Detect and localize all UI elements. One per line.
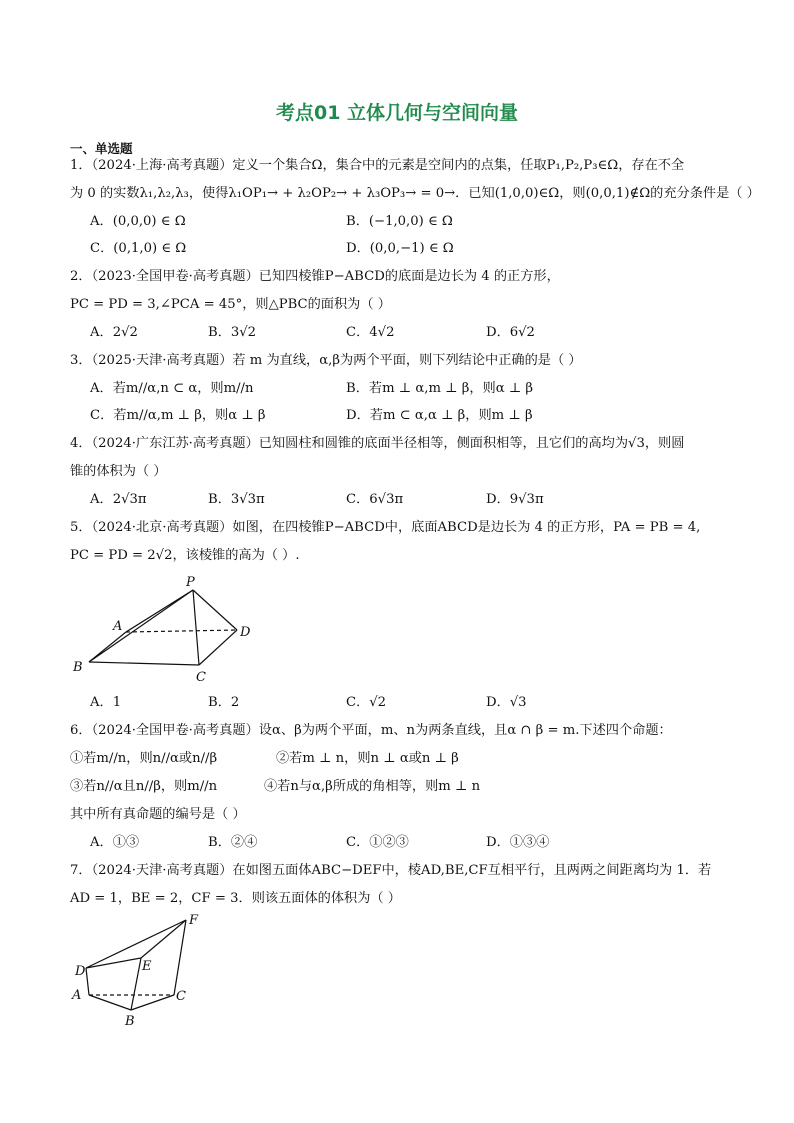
vertex-label-a: A <box>113 619 123 634</box>
vertex-label-c: C <box>176 989 186 1004</box>
q4-option-d: D．9√3π <box>486 492 544 507</box>
q6-option-c: C．①②③ <box>346 835 409 850</box>
q1-option-a: A．(0,0,0) ∈ Ω <box>90 214 186 229</box>
edge-CF <box>174 920 186 995</box>
edge-AD-hidden <box>126 630 237 632</box>
q1-line1: 1．（2024·上海·高考真题）定义一个集合Ω，集合中的元素是空间内的点集，任取P₁,P₂,P₃∈Ω，存在不全 <box>70 158 685 173</box>
q1-option-b: B．(−1,0,0) ∈ Ω <box>346 214 453 229</box>
edge-AB <box>89 995 131 1010</box>
edge-DF <box>86 920 186 968</box>
q6-line2: 其中所有真命题的编号是（ ） <box>70 807 246 822</box>
q2-option-a: A．2√2 <box>90 325 138 340</box>
vertex-label-a: A <box>72 988 82 1003</box>
q1-line2: 为 0 的实数λ₁,λ₂,λ₃，使得λ₁OP₁→ + λ₂OP₂→ + λ₃OP₃→ = 0→．已知(1,0,0)∈Ω，则(0,0,1)∉Ω的充分条件是（ ） <box>70 186 760 201</box>
q5-option-a: A．1 <box>90 695 122 710</box>
q4-option-a: A．2√3π <box>90 492 147 507</box>
q7-line1: 7．（2024·天津·高考真题）在如图五面体ABC−DEF中，棱AD,BE,CF互相平行，且两两之间距离均为 1．若 <box>70 863 712 878</box>
edge-AD <box>86 968 89 995</box>
edge-PC <box>193 590 199 665</box>
q6-statement-4: ④若n与α,β所成的角相等，则m ⊥ n <box>264 779 481 794</box>
edge-BA <box>89 632 126 662</box>
q7-pentahedron-figure <box>66 908 216 1033</box>
q5-option-c: C．√2 <box>346 695 387 710</box>
q6-option-b: B．②④ <box>208 835 258 850</box>
edge-CD <box>199 630 237 665</box>
q6-statement-2: ②若m ⊥ n，则n ⊥ α或n ⊥ β <box>276 751 459 766</box>
q6-option-d: D．①③④ <box>486 835 550 850</box>
q3-option-b: B．若m ⊥ α,m ⊥ β，则α ⊥ β <box>346 381 534 396</box>
q6-statement-3: ③若n//α且n//β，则m//n <box>70 779 218 794</box>
q3-line1: 3．（2025·天津·高考真题）若 m 为直线，α,β为两个平面，则下列结论中正确的是（ ） <box>70 353 582 368</box>
page-title: 考点01 立体几何与空间向量 <box>275 102 519 124</box>
q2-line2: PC = PD = 3,∠PCA = 45°，则△PBC的面积为（ ） <box>70 297 391 312</box>
vertex-label-c: C <box>196 670 206 685</box>
q6-line1: 6．（2024·全国甲卷·高考真题）设α、β为两个平面，m、n为两条直线，且α ∩ β = m.下述四个命题： <box>70 723 672 738</box>
vertex-label-p: P <box>186 575 195 590</box>
q5-line2: PC = PD = 2√2，该棱锥的高为（ ）. <box>70 548 300 563</box>
q6-statement-1: ①若m//n，则n//α或n//β <box>70 751 218 766</box>
q2-line1: 2．（2023·全国甲卷·高考真题）已知四棱锥P−ABCD的底面是边长为 4 的正方形， <box>70 269 560 284</box>
vertex-label-b: B <box>125 1014 135 1029</box>
q4-option-b: B．3√3π <box>208 492 265 507</box>
q2-option-c: C．4√2 <box>346 325 395 340</box>
q5-option-b: B．2 <box>208 695 240 710</box>
edge-BE <box>131 958 141 1010</box>
q1-option-c: C．(0,1,0) ∈ Ω <box>90 241 187 256</box>
q2-option-d: D．6√2 <box>486 325 535 340</box>
q5-pyramid-figure <box>66 570 266 685</box>
edge-BC <box>131 995 174 1010</box>
q4-line1: 4．（2024·广东江苏·高考真题）已知圆柱和圆锥的底面半径相等，侧面积相等，且它们的高均为√3，则圆 <box>70 436 685 451</box>
q5-option-d: D．√3 <box>486 695 527 710</box>
q3-option-c: C．若m//α,m ⊥ β，则α ⊥ β <box>90 408 266 423</box>
q3-option-a: A．若m//α,n ⊂ α，则m//n <box>90 381 254 396</box>
q1-option-d: D．(0,0,−1) ∈ Ω <box>346 241 454 256</box>
q4-option-c: C．6√3π <box>346 492 404 507</box>
edge-DE <box>86 958 141 968</box>
q4-line2: 锥的体积为（ ） <box>70 464 167 479</box>
vertex-label-d: D <box>75 964 86 979</box>
vertex-label-d: D <box>240 625 251 640</box>
edge-PD <box>193 590 237 630</box>
edge-PB <box>89 590 193 662</box>
vertex-label-b: B <box>73 660 83 675</box>
vertex-label-f: F <box>189 913 199 928</box>
q3-option-d: D．若m ⊂ α,α ⊥ β，则m ⊥ β <box>346 408 533 423</box>
q5-line1: 5．（2024·北京·高考真题）如图，在四棱锥P−ABCD中，底面ABCD是边长为 4 的正方形，PA = PB = 4, <box>70 520 701 535</box>
section-heading: 一、单选题 <box>70 141 133 156</box>
q2-option-b: B．3√2 <box>208 325 257 340</box>
edge-BC <box>89 662 199 665</box>
q7-line2: AD = 1，BE = 2，CF = 3．则该五面体的体积为（ ） <box>70 891 401 906</box>
edge-PA <box>126 590 193 632</box>
vertex-label-e: E <box>142 959 152 974</box>
q6-option-a: A．①③ <box>90 835 140 850</box>
